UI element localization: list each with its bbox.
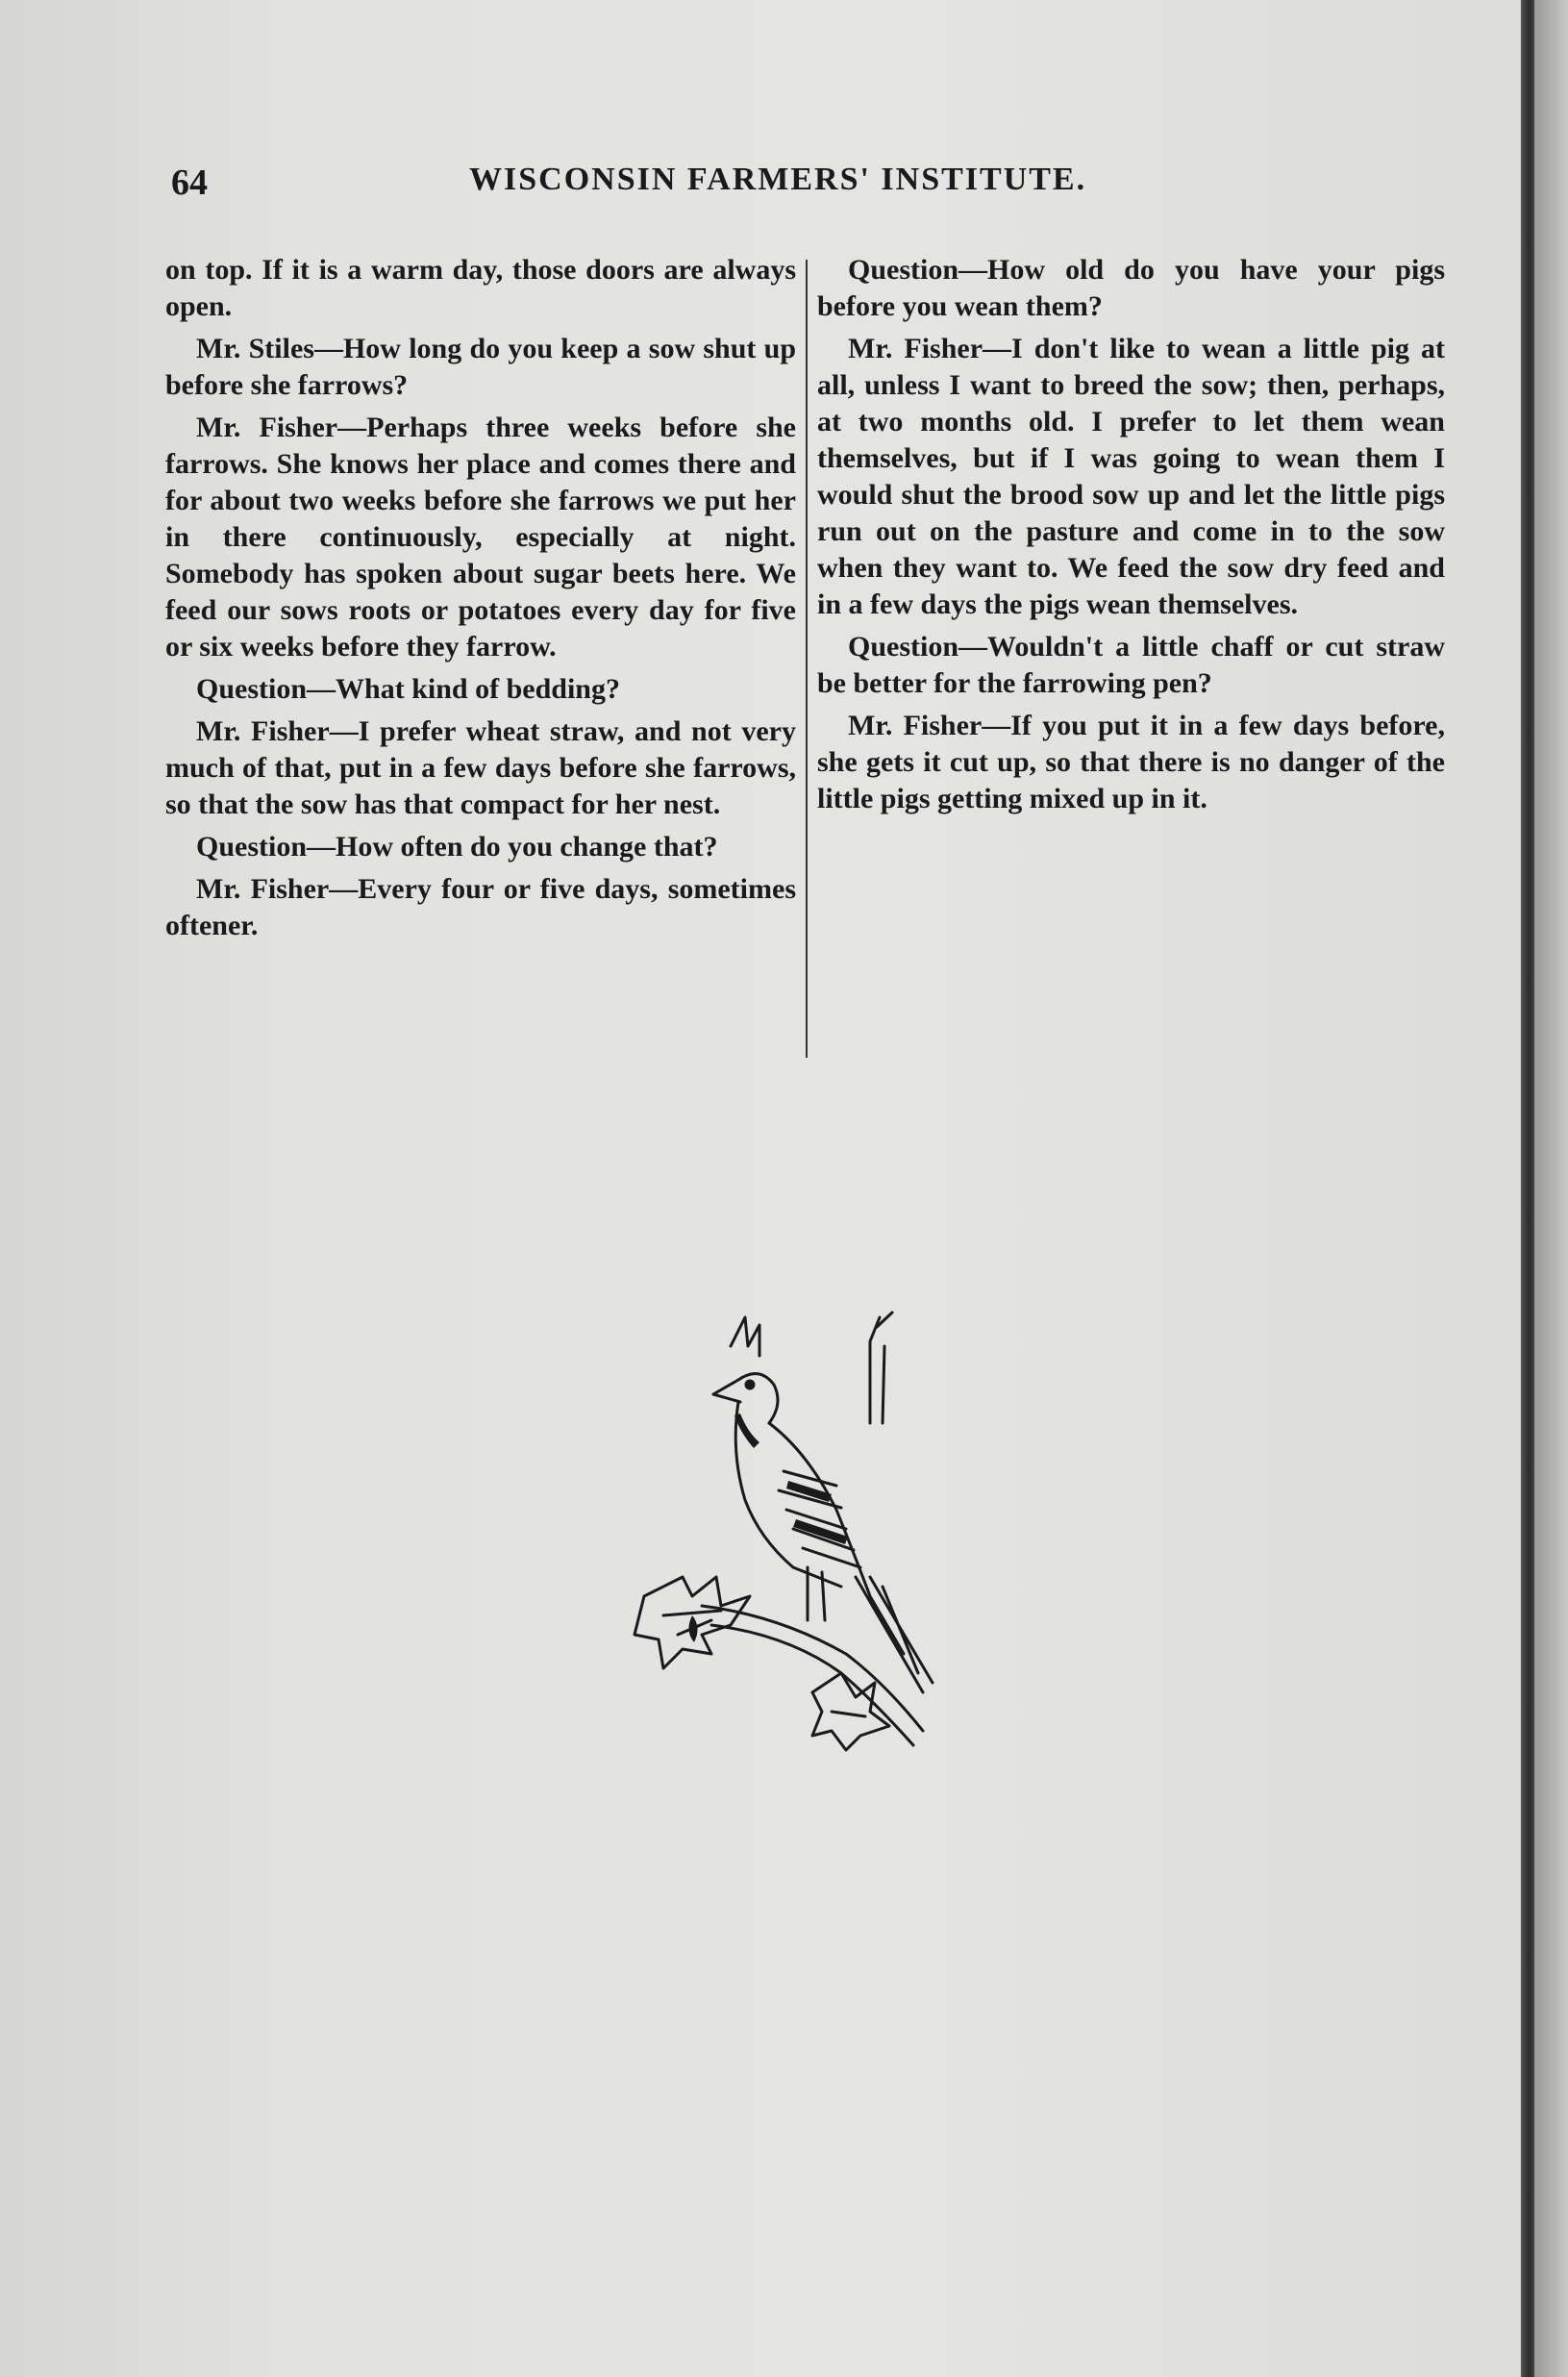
bird-on-branch-icon xyxy=(625,1289,981,1789)
paragraph: Mr. Fisher—I prefer wheat straw, and not very much of that, put in a few days before she farrows, so that the sow has that compact for her nest. xyxy=(165,715,796,820)
paragraph: Mr. Fisher—I don't like to wean a little pig at all, unless I want to breed the sow; then, perhaps, at two months old. I prefer to let them wean themselves, but if I was going to wean them I would shut the brood sow up and let the little pigs run out on the pasture and come in to the sow when they want to. We feed the sow dry feed and in a few days the pigs wean themselves. xyxy=(817,333,1445,620)
page-number: 64 xyxy=(171,163,208,203)
book-outer-edge xyxy=(1534,0,1568,2377)
paragraph: Mr. Fisher—Every four or five days, sometimes oftener. xyxy=(165,873,796,941)
left-column xyxy=(165,252,796,950)
paragraph: on top. If it is a warm day, those doors are always open. xyxy=(165,254,796,322)
right-column xyxy=(817,252,1445,823)
column-rule xyxy=(806,260,808,1058)
paragraph: Question—How old do you have your pigs before you wean them? xyxy=(817,254,1445,322)
page-header xyxy=(171,162,1142,210)
book-gutter-edge xyxy=(1521,0,1534,2377)
paragraph: Mr. Fisher—Perhaps three weeks before she farrows. She knows her place and comes there and for about two weeks before she farrows we put her in there continuously, especially at night. Somebody has spoken about sugar beets here. We feed our sows roots or potatoes every day for five or six weeks before they farrow. xyxy=(165,412,796,663)
paragraph: Mr. Stiles—How long do you keep a sow shut up before she farrows? xyxy=(165,333,796,401)
paragraph: Question—What kind of bedding? xyxy=(196,673,620,705)
running-head: WISCONSIN FARMERS' INSTITUTE. xyxy=(469,162,1087,197)
paragraph: Question—How often do you change that? xyxy=(196,831,718,863)
paragraph: Mr. Fisher—If you put it in a few days before, she gets it cut up, so that there is no danger of the little pigs getting mixed up in it. xyxy=(817,710,1445,814)
paragraph: Question—Wouldn't a little chaff or cut straw be better for the farrowing pen? xyxy=(817,631,1445,699)
